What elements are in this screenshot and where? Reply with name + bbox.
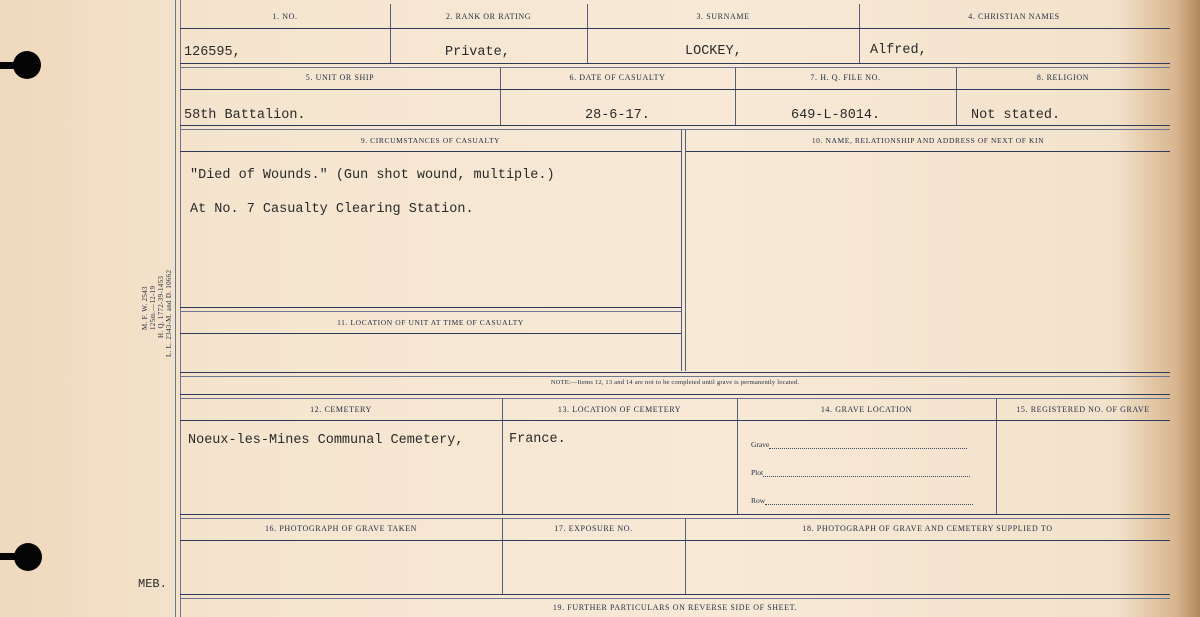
label-christian-names: 4. CHRISTIAN NAMES <box>968 12 1060 21</box>
label-photo-taken: 16. PHOTOGRAPH OF GRAVE TAKEN <box>264 524 418 533</box>
rule <box>180 514 1170 519</box>
divider <box>681 129 682 371</box>
rule <box>180 333 681 334</box>
rule <box>180 28 1170 29</box>
binder-hole-top <box>13 51 41 79</box>
hq-file-no: 649-L-8014. <box>791 108 881 123</box>
grave-label: Grave <box>751 440 770 449</box>
plot-label: Plot <box>751 468 764 477</box>
rule <box>180 151 681 152</box>
note: NOTE:—Items 12, 13 and 14 are not to be completed until grave is permanently located. <box>550 379 800 386</box>
label-unit-location: 11. LOCATION OF UNIT AT TIME OF CASUALTY <box>337 318 524 327</box>
surname: LOCKEY, <box>685 44 742 59</box>
rule <box>180 394 1170 399</box>
christian-names: Alfred, <box>870 43 927 58</box>
rule <box>686 151 1170 152</box>
form-code-2: 125m.—12-19 <box>149 285 157 330</box>
label-rank: 2. RANK OR RATING <box>445 12 532 21</box>
form-code-4: L. L. 2343-M. and D. 10662 <box>165 269 173 357</box>
label-registered-no: 15. REGISTERED NO. OF GRAVE <box>1016 405 1150 414</box>
clerk-initials: MEB. <box>138 577 167 591</box>
label-cemetery: 12. CEMETERY <box>310 405 372 414</box>
divider <box>685 129 686 371</box>
divider <box>996 398 997 514</box>
label-circumstances: 9. CIRCUMSTANCES OF CASUALTY <box>360 136 501 145</box>
footer: 19. FURTHER PARTICULARS ON REVERSE SIDE OF SHEET. <box>552 603 798 612</box>
label-surname: 3. SURNAME <box>696 12 750 21</box>
plot-line <box>751 468 970 477</box>
religion: Not stated. <box>971 108 1061 123</box>
label-exposure-no: 17. EXPOSURE NO. <box>554 524 633 533</box>
rule <box>180 125 1170 130</box>
label-photo-supplied: 18. PHOTOGRAPH OF GRAVE AND CEMETERY SUPPLIED TO <box>802 524 1053 533</box>
unit: 58th Battalion. <box>184 108 306 123</box>
label-grave-location: 14. GRAVE LOCATION <box>820 405 913 414</box>
binder-hole-bottom <box>14 543 42 571</box>
label-no: 1. NO. <box>272 12 298 21</box>
rule <box>180 307 681 312</box>
row-line <box>751 496 973 505</box>
rank: Private, <box>445 45 510 60</box>
date-of-casualty: 28-6-17. <box>585 108 650 123</box>
rule <box>180 540 1170 541</box>
circumstances-line-1: "Died of Wounds." (Gun shot wound, multiple.) <box>190 168 555 183</box>
grave-line <box>751 440 967 449</box>
label-cemetery-location: 13. LOCATION OF CEMETERY <box>557 405 682 414</box>
divider <box>502 398 503 514</box>
rule <box>180 89 1170 90</box>
label-unit: 5. UNIT OR SHIP <box>305 73 375 82</box>
form-code-3: H. Q. 1772-39-1453 <box>157 275 165 338</box>
cemetery-location: France. <box>509 432 566 447</box>
label-file-no: 7. H. Q. FILE NO. <box>810 73 881 82</box>
rule <box>180 63 1170 68</box>
rule <box>180 594 1170 599</box>
label-religion: 8. RELIGION <box>1036 73 1090 82</box>
service-number: 126595, <box>184 45 241 60</box>
cemetery: Noeux-les-Mines Communal Cemetery, <box>188 433 464 448</box>
label-date: 6. DATE OF CASUALTY <box>569 73 666 82</box>
rule <box>180 420 1170 421</box>
label-next-of-kin: 10. NAME, RELATIONSHIP AND ADDRESS OF NEXT OF KIN <box>811 136 1045 145</box>
form-code-1: M. F. W. 2543 <box>141 286 149 330</box>
circumstances-line-2: At No. 7 Casualty Clearing Station. <box>190 202 474 217</box>
rule <box>180 372 1170 377</box>
divider <box>737 398 738 514</box>
row-label: Row <box>751 496 766 505</box>
